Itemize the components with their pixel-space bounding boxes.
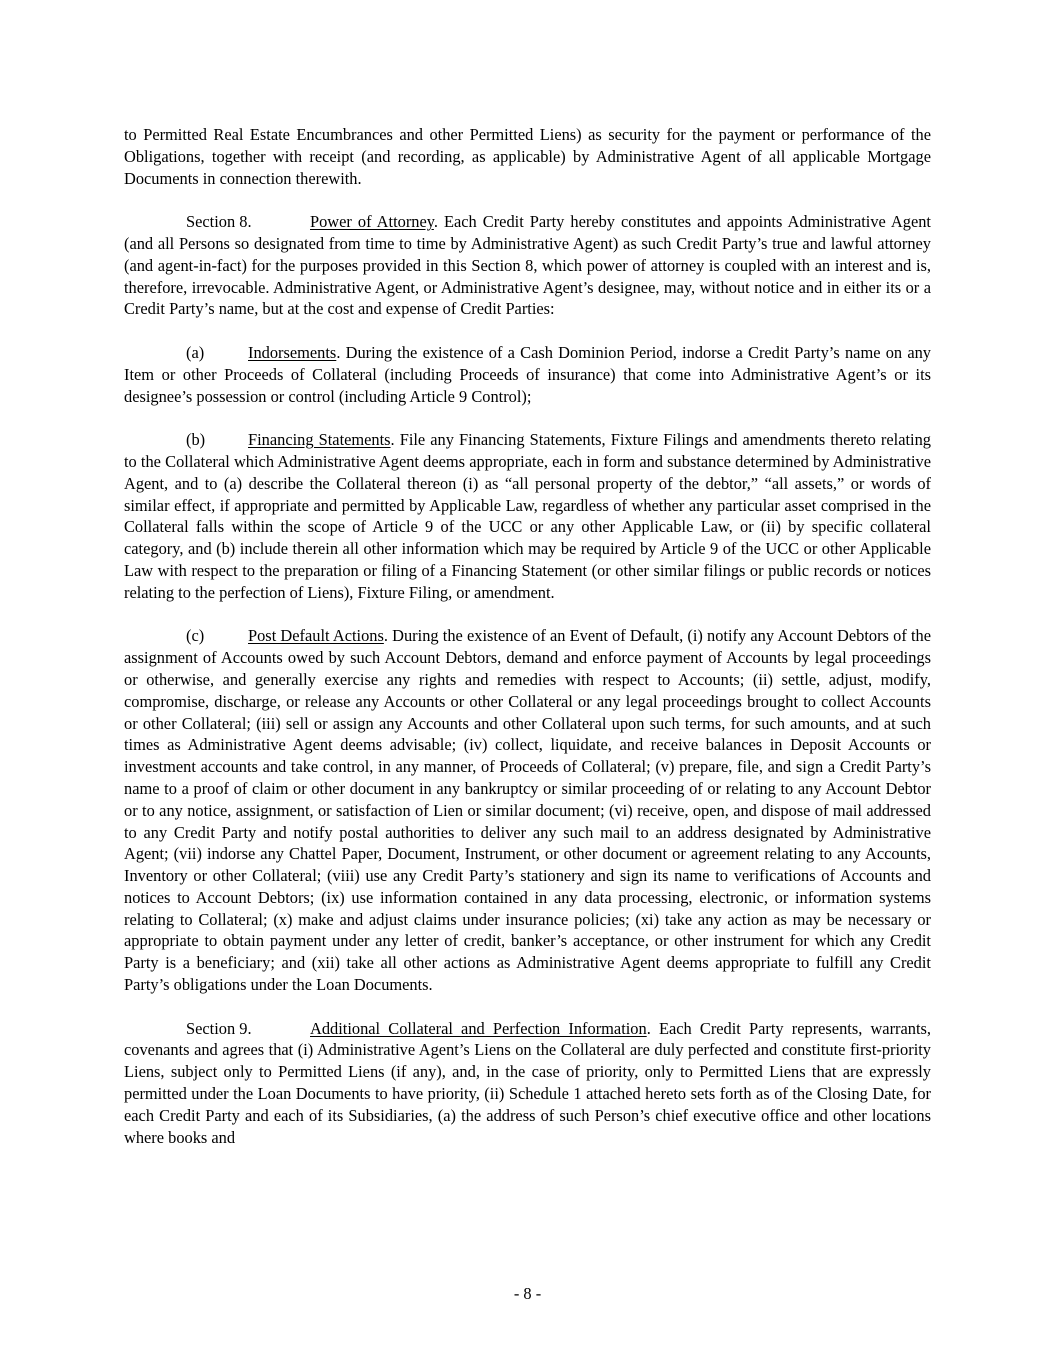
item-b-text: . File any Financing Statements, Fixture Filings and amendments thereto relating to the Collateral which Administrative Agent deems appropriate, each in form and substance determined by Administrative Agent, and to (a) describe the Collateral thereon (i) as “all personal property of the debtor,” “all assets,” or words of similar effect, if appropriate and permitted by Applicable Law, regardless of whether any particular asset comprised in the Collateral falls within the scope of Article 9 of the UCC or any other Applicable Law, or (ii) by specific collateral category, and (b) include therein all other information which may be required by Article 9 of the UCC or other Applicable Law with respect to the preparation or filing of a Financing Statement (or other similar filings or public records or notices relating to the perfection of Liens), Fixture Filing, or amendment. [124,430,931,602]
item-a-heading: Indorsements [248,342,337,362]
item-c-paragraph [124,625,931,996]
section-8-text: . Each Credit Party hereby constitutes and appoints Administrative Agent (and all Persons so designated from time to time by Administrative Agent) as such Credit Party’s true and lawful attorney (and agent-in-fact) for the purposes provided in this Section 8, which power of attorney is coupled with an interest and is, therefore, irrevocable. Administrative Agent, or Administrative Agent’s designee, may, without notice and in either its or a Credit Party’s name, but at the cost and expense of Credit Parties: [124,212,931,319]
item-c-text: . During the existence of an Event of Default, (i) notify any Account Debtors of the assignment of Accounts owed by such Account Debtors, demand and enforce payment of Accounts by legal proceedings or otherwise, and generally exercise any rights and remedies with respect to Accounts; (ii) settle, adjust, modify, compromise, discharge, or release any Accounts or other Collateral or any legal proceedings brought to collect Accounts or other Collateral; (iii) sell or assign any Accounts and other Collateral upon such terms, for such amounts, and at such times as Administrative Agent deems advisable; (iv) collect, liquidate, and receive balances in Deposit Accounts or investment accounts and take control, in any manner, of Proceeds of Collateral; (v) prepare, file, and sign a Credit Party’s name to a proof of claim or other document in any bankruptcy or similar proceeding of or relating to any Account Debtor or to any notice, assignment, or satisfaction of Lien or similar document; (vi) receive, open, and dispose of mail addressed to any Credit Party and notify postal authorities to deliver any such mail to an address designated by Administrative Agent; (vii) indorse any Chattel Paper, Document, Instrument, or other document or agreement relating to any Accounts, Inventory or other Collateral; (viii) use any Credit Party’s stationery and sign its name to verifications of Accounts and notices to Account Debtors; (ix) use information contained in any data processing, electronic, or information systems relating to Collateral; (x) make and adjust claims under insurance policies; (xi) take any action as may be necessary or appropriate to obtain payment under any letter of credit, banker’s acceptance, or other instrument for which any Credit Party is a beneficiary; and (xii) take all other actions as Administrative Agent deems appropriate to fulfill any Credit Party’s obligations under the Loan Documents. [124,626,931,995]
section-8-heading: Power of Attorney [310,212,434,232]
page-number: - 8 - [513,1284,542,1303]
item-c-heading: Post Default Actions [248,626,384,646]
section-9-text: . Each Credit Party represents, warrants, covenants and agrees that (i) Administrative Agent’s Liens on the Collateral are duly perfected and constitute first-priority Liens, subject only to Permitted Liens (if any), and, in the case of priority, only to Permitted Liens that are expressly permitted under the Loan Documents to have priority, (ii) Schedule 1 attached hereto sets forth as of the Closing Date, for each Credit Party and each of its Subsidiaries, (a) the address of such Person’s chief executive office and other locations where books and [124,1018,932,1147]
item-a-label: (a) [186,342,205,362]
section-9-paragraph [124,1018,931,1149]
item-b-heading: Financing Statements [248,430,391,450]
section-8-paragraph [124,211,931,320]
document-page [124,124,931,1170]
section-8-number: Section 8. [186,212,252,232]
item-c-label: (c) [186,626,205,646]
item-b-label: (b) [186,430,206,450]
item-a-paragraph [124,342,931,407]
item-a-text: . During the existence of a Cash Dominion Period, indorse a Credit Party’s name on any Item or other Proceeds of Collateral (including Proceeds of insurance) that come into Administrative Agent’s or its designee’s possession or control (including Article 9 Control); [124,342,931,406]
section-9-number: Section 9. [186,1018,252,1038]
section-9-heading: Additional Collateral and Perfection Information [310,1018,647,1038]
continuation-paragraph: to Permitted Real Estate Encumbrances and other Permitted Liens) as security for the payment or performance of the Obligations, together with receipt (and recording, as applicable) by Administrative Agent of all applicable Mortgage Documents in connection therewith. [124,125,931,188]
item-b-paragraph [124,429,931,603]
